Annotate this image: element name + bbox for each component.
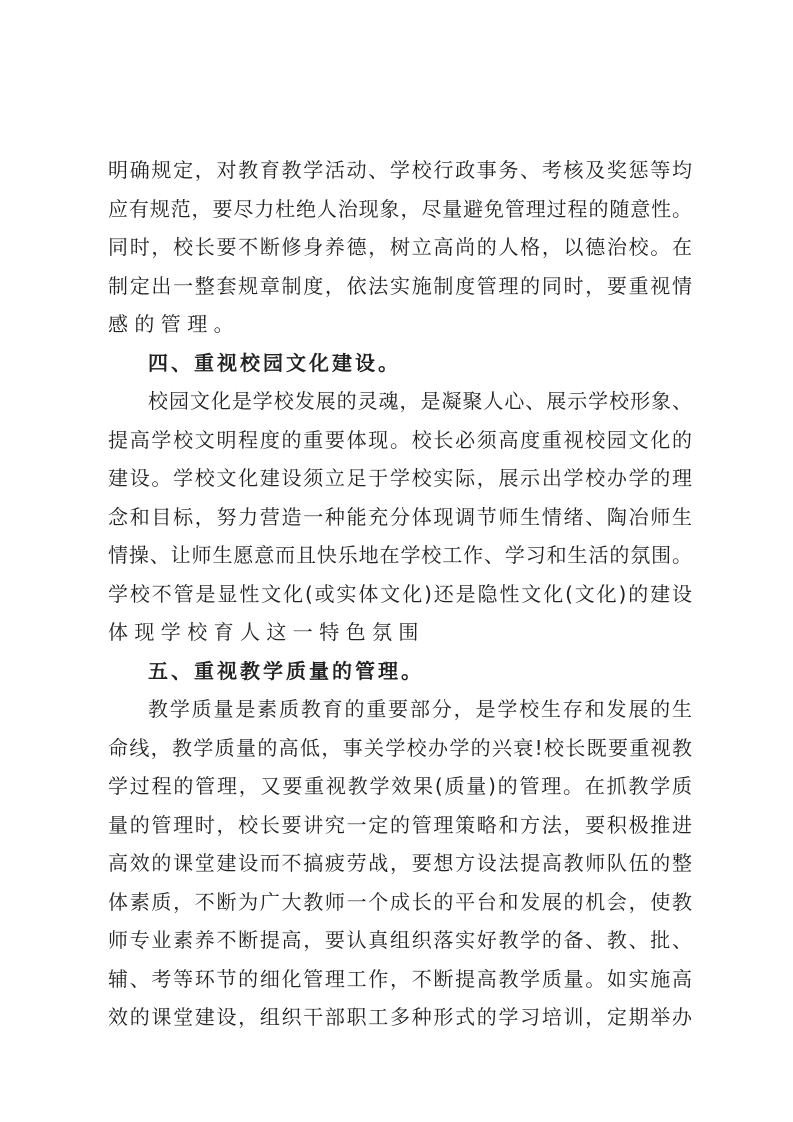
text-line: 制定出一整套规章制度，依法实施制度管理的同时，要重视情 [108, 273, 692, 298]
text-line: 体素质，不断为广大教师一个成长的平台和发展的机会，使教 [108, 889, 692, 914]
text-line: 明确规定，对教育教学活动、学校行政事务、考核及奖惩等均 [108, 158, 692, 182]
text-line: 应有规范，要尽力杜绝人治现象，尽量避免管理过程的随意性。 [108, 196, 692, 221]
text-line: 高效的课堂建设而不搞疲劳战，要想方设法提高教师队伍的整 [108, 851, 692, 875]
text-line: 学校不管是显性文化(或实体文化)还是隐性文化(文化)的建设 [108, 581, 692, 606]
text-line: 校园文化是学校发展的灵魂，是凝聚人心、展示学校形象、 [148, 389, 692, 413]
text-line: 命线，教学质量的高低，事关学校办学的兴衰!校长既要重视教 [108, 735, 692, 760]
text-line: 提高学校文明程度的重要体现。校长必须高度重视校园文化的 [108, 427, 692, 452]
document-page [108, 151, 692, 1037]
text-line: 体现学校育人这一特色氛围 [108, 620, 425, 644]
text-line: 同时，校长要不断修身养德，树立高尚的人格，以德治校。在 [108, 235, 692, 259]
text-line: 师专业素养不断提高，要认真组织落实好教学的备、教、批、 [108, 928, 692, 952]
text-line: 量的管理时，校长要讲究一定的管理策略和方法，要积极推进 [108, 812, 692, 837]
text-line: 建设。学校文化建设须立足于学校实际，展示出学校办学的理 [108, 466, 692, 490]
text-line: 教学质量是素质教育的重要部分，是学校生存和发展的生 [148, 697, 692, 721]
text-line: 念和目标，努力营造一种能充分体现调节师生情绪、陶冶师生 [108, 504, 692, 529]
text-line: 感的管理。 [108, 312, 240, 336]
text-line: 情操、让师生愿意而且快乐地在学校工作、学习和生活的氛围。 [108, 543, 692, 567]
text-line: 效的课堂建设，组织干部职工多种形式的学习培训，定期举办 [108, 1005, 692, 1029]
section-heading: 五、重视教学质量的管理。 [148, 658, 424, 683]
text-line: 学过程的管理，又要重视教学效果(质量)的管理。在抓教学质 [108, 774, 692, 798]
text-line: 辅、考等环节的细化管理工作，不断提高教学质量。如实施高 [108, 966, 692, 991]
section-heading: 四、重视校园文化建设。 [148, 350, 401, 375]
